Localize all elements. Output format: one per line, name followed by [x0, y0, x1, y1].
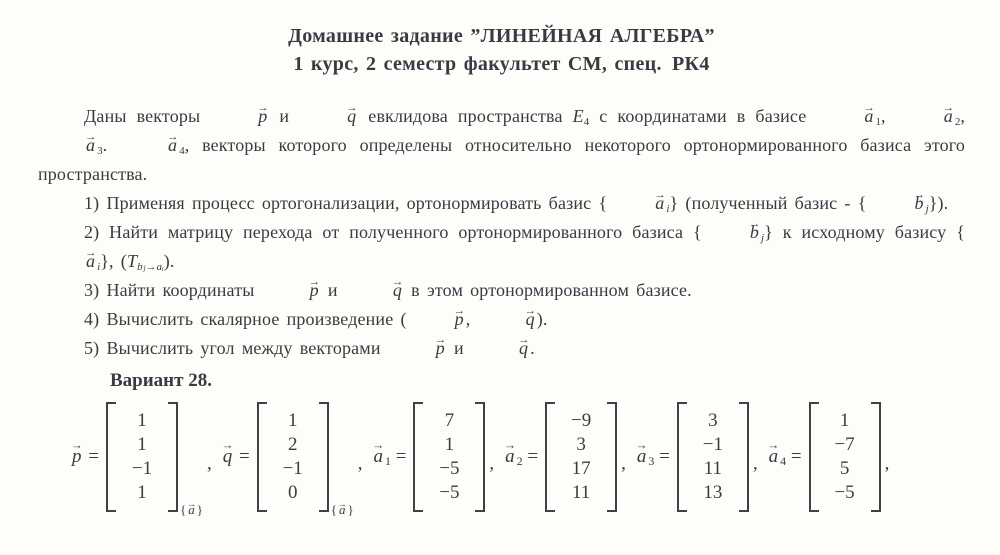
vector-separator: ,: [357, 453, 363, 474]
vector-symbol: q →: [299, 102, 358, 131]
vector-symbol: q →: [221, 446, 235, 468]
text-segment: Даны векторы: [84, 106, 211, 126]
matrix-value: 2: [287, 434, 298, 455]
vector-group: [371, 402, 503, 512]
text-segment: =: [654, 446, 670, 467]
task-item-2: [38, 218, 965, 276]
vector-separator: ,: [884, 453, 890, 474]
text-segment: =: [390, 446, 407, 467]
task-item-5: [38, 334, 965, 363]
text-segment: }, (: [100, 251, 127, 271]
vector-symbol: a →: [767, 446, 781, 468]
vector-symbol: q →: [471, 334, 530, 363]
matrix-left-bracket: [106, 402, 116, 512]
vector-group: [503, 402, 635, 512]
document-title: Домашнее задание ”ЛИНЕЙНАЯ АЛГЕБРА”: [288, 25, 715, 47]
text-segment: , векторы которого определены относительно некоторого ортонормированного базиса этого пространства.: [38, 135, 965, 184]
matrix-value: 3: [576, 434, 586, 455]
matrix-body: [555, 402, 607, 512]
matrix: [413, 402, 485, 512]
matrix-body: [116, 402, 168, 512]
matrix-value: −1: [131, 458, 153, 479]
matrix-value: −9: [571, 410, 592, 431]
matrix: [545, 402, 617, 512]
text-segment: 4) Вычислить скалярное произведение (: [84, 309, 407, 329]
text-segment: 3) Найти координаты: [84, 280, 262, 300]
vector-label: [635, 446, 670, 468]
text-segment: =: [83, 446, 99, 467]
vector-label: [221, 446, 250, 468]
text-segment: {: [179, 502, 187, 517]
subscript: 4: [179, 145, 185, 157]
matrix-left-bracket: [545, 402, 555, 512]
vector-symbol: a →: [38, 247, 97, 276]
document-header: [38, 22, 965, 78]
matrix-value: 1: [137, 410, 147, 431]
matrix-value: 1: [287, 410, 298, 431]
text-segment: }: [347, 502, 354, 517]
matrix: [809, 402, 881, 512]
matrix-right-bracket: [871, 402, 881, 512]
vector-symbol: a →: [635, 446, 649, 468]
matrix-value: 5: [839, 458, 850, 479]
subscript: j: [761, 232, 765, 244]
vector-label: [371, 446, 406, 468]
text-segment: и: [269, 106, 300, 126]
matrix-value: 3: [708, 410, 718, 431]
matrix-value: −1: [282, 458, 303, 479]
vector-symbol: q →: [478, 305, 537, 334]
matrix-right-bracket: [168, 402, 178, 512]
matrix: [677, 402, 749, 512]
text-segment: } к исходному базису {: [764, 222, 965, 242]
matrix-right-bracket: [319, 402, 329, 512]
matrix-value: −1: [702, 434, 723, 455]
vector-symbol: a →: [607, 189, 666, 218]
subscript: 3: [97, 145, 103, 157]
matrix-right-bracket: [475, 402, 485, 512]
matrix: [257, 402, 329, 512]
vector-symbol: p →: [388, 334, 447, 363]
subscript: j: [925, 203, 929, 215]
matrix-value: 13: [703, 482, 723, 503]
text-segment: ,: [960, 106, 965, 126]
matrix-body: [687, 402, 739, 512]
matrix-value: −5: [439, 458, 460, 479]
matrix-value: 0: [287, 482, 298, 503]
text-segment: T: [126, 251, 138, 271]
text-segment: .: [530, 338, 535, 358]
task-item-1: [38, 189, 965, 218]
matrix-value: −7: [834, 434, 855, 455]
vector-group: q → = 1 2 −1 0 { a } ,: [221, 402, 372, 512]
text-segment: 5) Вычислить угол между векторами: [84, 338, 388, 358]
vector-symbol: p →: [262, 276, 321, 305]
matrix-value: 1: [137, 434, 147, 455]
matrix-left-bracket: [677, 402, 687, 512]
vector-symbol: a →: [38, 131, 97, 160]
vector-group: p → = 1 1 −1 1 { a } ,: [70, 402, 221, 512]
vector-symbol: a →: [896, 102, 955, 131]
subscript: 2: [516, 454, 523, 468]
text-segment: E: [572, 106, 584, 126]
matrix-value: 7: [444, 410, 455, 431]
subscript: i: [666, 203, 670, 215]
vector-label: [503, 446, 538, 468]
matrix-value: 11: [703, 458, 722, 479]
text-segment: }).: [928, 193, 949, 213]
matrix-value: −5: [834, 482, 855, 503]
vectors-row: [70, 402, 965, 517]
vector-symbol: b →: [867, 189, 926, 218]
text-segment: евклидова пространства: [358, 106, 573, 126]
intro-paragraph: [38, 102, 965, 189]
text-segment: }: [196, 502, 203, 517]
subscript: 2: [954, 116, 961, 128]
text-segment: ).: [536, 309, 548, 329]
matrix-right-bracket: [739, 402, 749, 512]
text-segment: ).: [163, 251, 175, 271]
matrix-body: [423, 402, 475, 512]
text-segment: =: [786, 446, 802, 467]
matrix-body: [819, 402, 871, 512]
matrix: [106, 402, 178, 512]
vector-label: [70, 446, 99, 468]
matrix-value: 1: [444, 434, 455, 455]
matrix-value: 1: [137, 482, 147, 503]
text-segment: ,: [881, 106, 896, 126]
matrix-left-bracket: [257, 402, 267, 512]
text-segment: .: [102, 135, 121, 155]
vector-symbol: b →: [702, 218, 761, 247]
vector-symbol: a →: [816, 102, 875, 131]
text-segment: =: [234, 446, 250, 467]
matrix-value: 1: [839, 410, 850, 431]
vector-symbol: a →: [120, 131, 179, 160]
subscript: 4: [583, 116, 590, 128]
document-body: [38, 102, 965, 517]
vector-symbol: p →: [70, 446, 84, 468]
vector-separator: ,: [752, 453, 758, 474]
vector-symbol: a →: [503, 446, 517, 468]
subscript: i: [97, 261, 101, 273]
vector-symbol: q →: [345, 276, 404, 305]
vector-symbol: a →: [371, 446, 385, 468]
text-segment: } (полученный базис - {: [669, 193, 867, 213]
vector-label: [767, 446, 802, 468]
text-segment: и: [446, 338, 471, 358]
text-segment: {: [330, 502, 337, 517]
subscript: 4: [780, 454, 787, 468]
matrix-value: 11: [571, 482, 591, 503]
vector-separator: ,: [489, 453, 495, 474]
text-segment: в этом ортонормированном базисе.: [404, 280, 692, 300]
subscript: 1: [384, 454, 391, 468]
matrix-left-bracket: [809, 402, 819, 512]
text-segment: и: [320, 280, 345, 300]
matrix-value: −5: [439, 482, 460, 503]
vector-symbol: p →: [407, 305, 466, 334]
matrix-right-bracket: [607, 402, 617, 512]
text-segment: 1) Применяя процесс ортогонализации, ортонормировать базис {: [84, 193, 608, 213]
document-subtitle: 1 курс, 2 семестр факультет СМ, спец. РК4: [293, 53, 710, 75]
vector-group: [635, 402, 767, 512]
variant-heading: Вариант 28.: [110, 370, 212, 391]
text-segment: =: [522, 446, 539, 467]
vector-separator: ,: [206, 453, 212, 474]
text-segment: с координатами в базисе: [589, 106, 817, 126]
subscript: 3: [648, 454, 655, 468]
matrix-body: [267, 402, 319, 512]
vector-separator: ,: [621, 453, 626, 474]
subscript: 1: [875, 116, 882, 128]
matrix-left-bracket: [413, 402, 423, 512]
vector-symbol: p →: [210, 102, 269, 131]
text-segment: ,: [465, 309, 478, 329]
vector-group: [767, 402, 899, 512]
subscript: bⱼ→aᵢ: [137, 261, 164, 273]
matrix-value: 17: [571, 458, 591, 479]
text-segment: 2) Найти матрицу перехода от полученного ортонормированного базиса {: [84, 222, 702, 242]
